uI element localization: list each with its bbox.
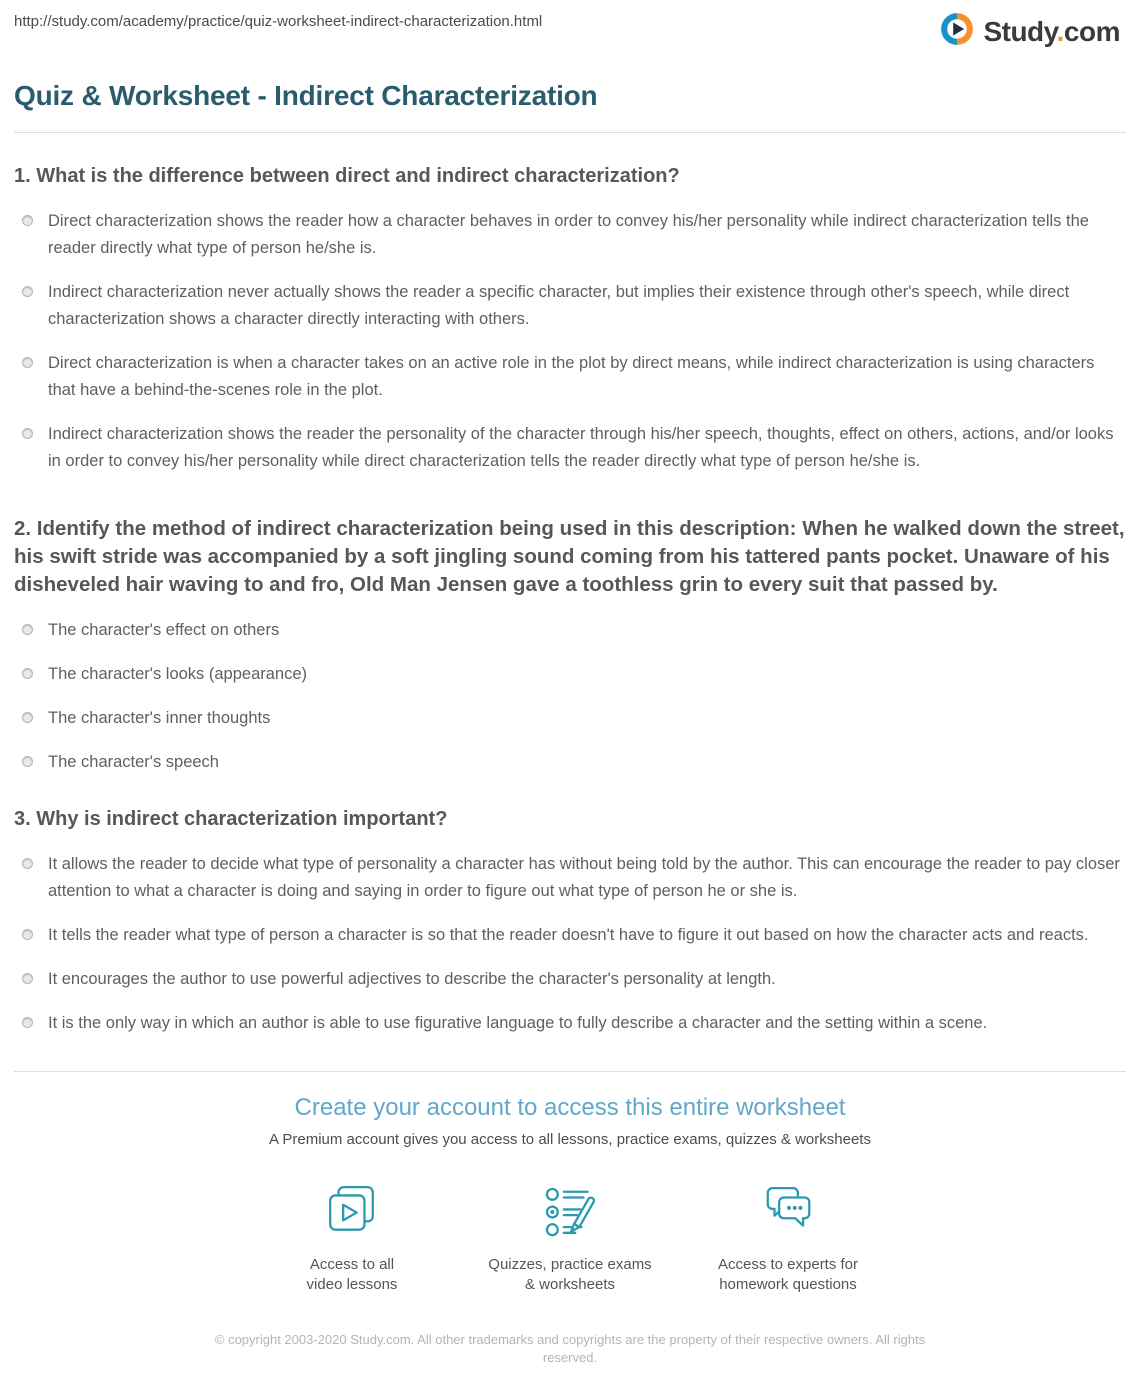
question-1-heading: 1. What is the difference between direct and indirect characterization? — [14, 165, 680, 187]
page-title: Quiz & Worksheet - Indirect Characterization — [14, 80, 598, 111]
answer-option[interactable] — [14, 661, 1126, 688]
answer-option[interactable] — [14, 208, 1126, 262]
divider — [14, 132, 1126, 133]
feature-video-lessons — [252, 1184, 452, 1295]
radio-button[interactable] — [22, 929, 33, 940]
option-text: It tells the reader what type of person a character is so that the reader doesn't have to figure it out based on how the character acts and reacts. — [48, 926, 1089, 944]
feature-label: Quizzes, practice exams & worksheets — [488, 1256, 652, 1293]
header — [14, 0, 1126, 53]
radio-button[interactable] — [22, 624, 33, 635]
radio-button[interactable] — [22, 215, 33, 226]
radio-button[interactable] — [22, 756, 33, 767]
option-text: Direct characterization shows the reader how a character behaves in order to convey his/her personality while indirect characterization tells the reader directly what type of person he/she is. — [48, 212, 1089, 257]
answer-option[interactable] — [14, 350, 1126, 404]
radio-button[interactable] — [22, 858, 33, 869]
option-text: The character's speech — [48, 753, 219, 771]
answer-option[interactable] — [14, 749, 1126, 776]
radio-button[interactable] — [22, 712, 33, 723]
answer-option[interactable] — [14, 851, 1126, 905]
answer-option[interactable] — [14, 421, 1126, 475]
radio-button[interactable] — [22, 286, 33, 297]
logo-text: Study.com — [983, 15, 1120, 47]
radio-button[interactable] — [22, 973, 33, 984]
radio-button[interactable] — [22, 1017, 33, 1028]
question-2 — [14, 515, 1126, 776]
cta-subtitle: A Premium account gives you access to all lessons, practice exams, quizzes & worksheets — [269, 1131, 871, 1148]
answer-option[interactable] — [14, 705, 1126, 732]
option-text: Direct characterization is when a character takes on an active role in the plot by direct means, while indirect characterization is using characters that have a behind-the-scenes role in the plot. — [48, 354, 1095, 399]
copyright-notice: © copyright 2003-2020 Study.com. All other trademarks and copyrights are the property of their respective owners. All rights reserved. — [214, 1332, 926, 1365]
video-lessons-icon — [325, 1184, 379, 1238]
features-row — [14, 1184, 1126, 1295]
option-text: It is the only way in which an author is able to use figurative language to fully describe a character and the setting within a scene. — [48, 1014, 988, 1032]
option-text: Indirect characterization never actually shows the reader a specific character, but implies their existence through other's speech, while direct characterization shows a character directly interacting with others. — [48, 283, 1070, 328]
answer-option[interactable] — [14, 1010, 1126, 1037]
radio-button[interactable] — [22, 357, 33, 368]
option-text: The character's inner thoughts — [48, 709, 271, 727]
feature-label: Access to experts for homework questions — [717, 1256, 859, 1293]
question-3-heading: 3. Why is indirect characterization important? — [14, 808, 448, 830]
studycom-logo[interactable] — [938, 10, 1126, 53]
option-text: Indirect characterization shows the reader the personality of the character through his/her speech, thoughts, effect on others, actions, and/or looks in order to convey his/her personality while direct characterization tells the reader directly what type of person he/she is. — [48, 425, 1114, 470]
chat-experts-icon — [761, 1184, 815, 1238]
question-2-options — [14, 617, 1126, 776]
answer-option[interactable] — [14, 617, 1126, 644]
radio-button[interactable] — [22, 668, 33, 679]
option-text: The character's effect on others — [48, 621, 280, 639]
option-text: It allows the reader to decide what type of personality a character has without being told by the author. This can encourage the reader to pay closer attention to what a character is doing and saying in order to figure out what type of person he or she is. — [48, 855, 1120, 900]
cta-title: Create your account to access this entire worksheet — [294, 1094, 846, 1121]
question-3 — [14, 806, 1126, 1037]
radio-button[interactable] — [22, 428, 33, 439]
feature-homework-experts — [688, 1184, 888, 1295]
feature-label: Access to all video lessons — [306, 1256, 398, 1293]
play-icon — [938, 10, 976, 53]
quiz-worksheet-icon — [543, 1184, 597, 1238]
question-1 — [14, 163, 1126, 475]
cta-section — [14, 1094, 1126, 1148]
answer-option[interactable] — [14, 279, 1126, 333]
feature-quizzes-exams — [470, 1184, 670, 1295]
question-2-heading: 2. Identify the method of indirect characterization being used in this description: When he walked down the street, his swift stride was accompanied by a soft jingling sound coming from his tattered pants pocket. Unaware of his disheveled hair waving to and fro, Old Man Jensen gave a toothless grin to every suit that passed by. — [14, 517, 1125, 596]
question-1-options — [14, 208, 1126, 475]
answer-option[interactable] — [14, 922, 1126, 949]
option-text: It encourages the author to use powerful adjectives to describe the character's personality at length. — [48, 970, 776, 988]
question-3-options — [14, 851, 1126, 1037]
answer-option[interactable] — [14, 966, 1126, 993]
option-text: The character's looks (appearance) — [48, 665, 308, 683]
divider — [14, 1071, 1126, 1072]
page-url: http://study.com/academy/practice/quiz-worksheet-indirect-characterization.html — [14, 13, 543, 30]
